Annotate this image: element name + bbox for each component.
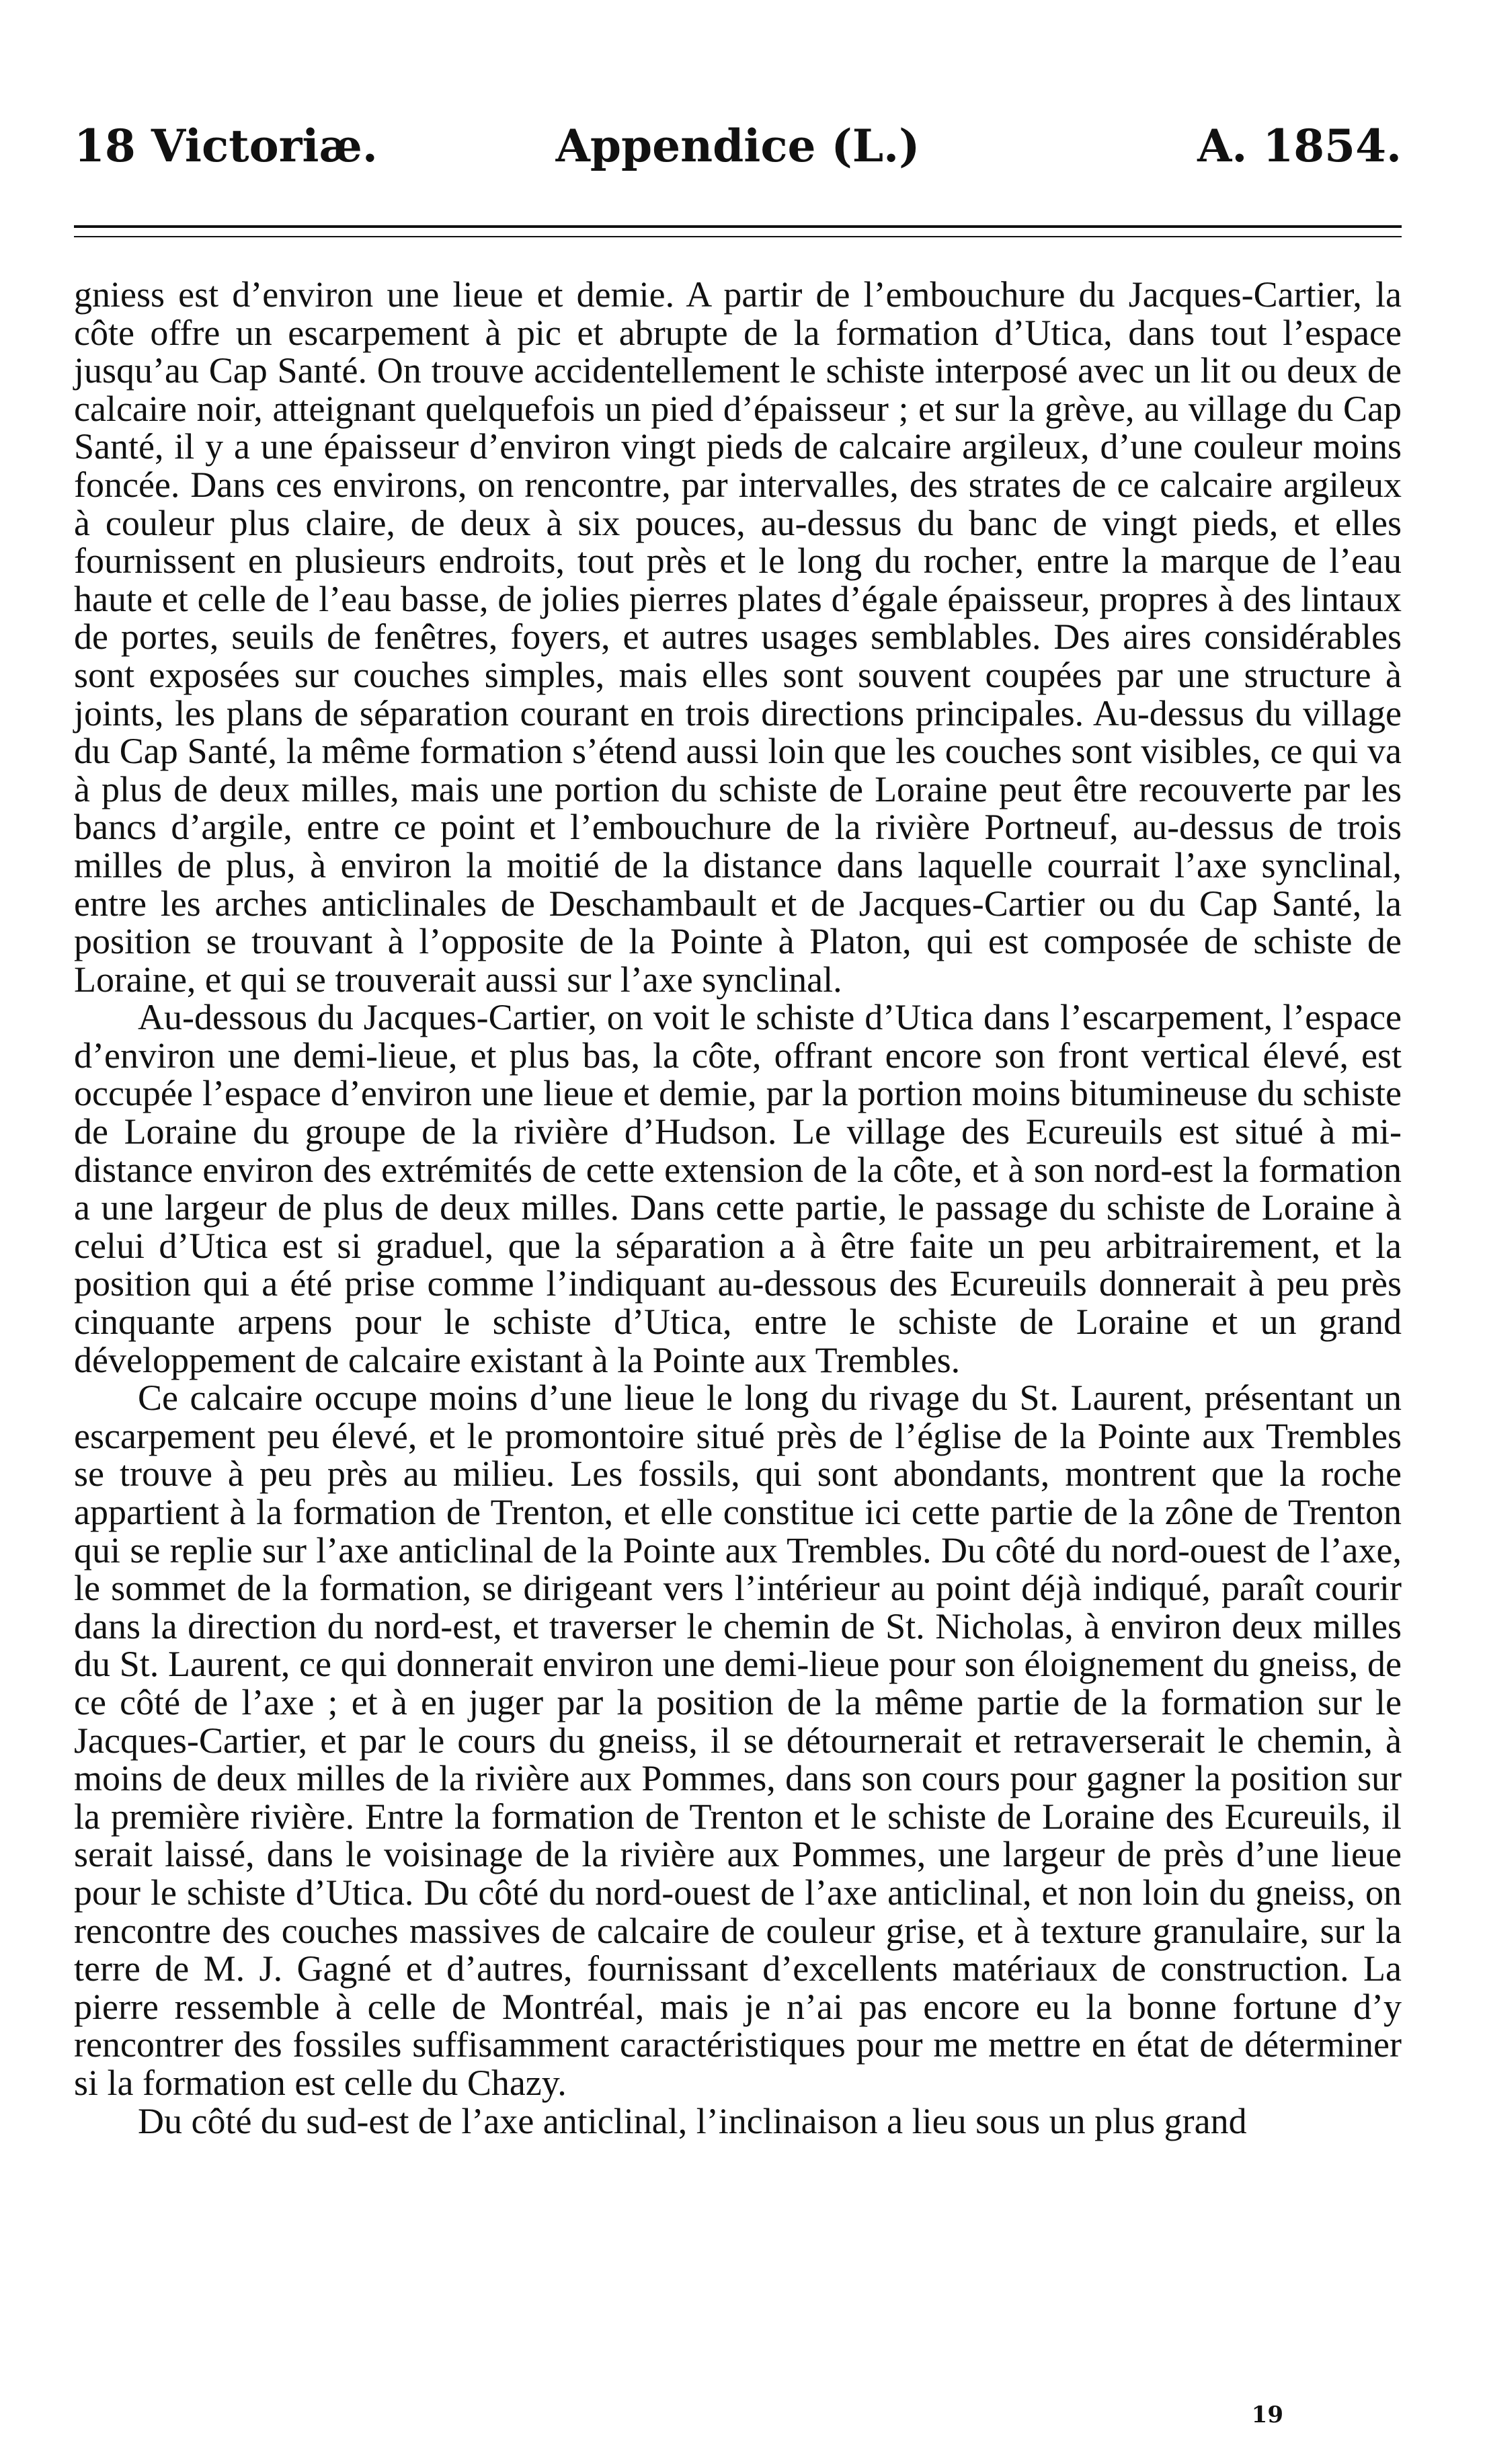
body-text <box>74 276 1402 2140</box>
header-rule-thick <box>74 225 1402 228</box>
header-year: A. 1854. <box>1197 120 1402 172</box>
header-appendix-title: Appendice (L.) <box>555 120 920 172</box>
running-header <box>74 108 1402 182</box>
paragraph-3: Ce calcaire occupe moins d’une lieue le long du rivage du St. Laurent, présentant un escarpement peu élevé, et le promontoire situé près de l’église de la Pointe aux Trembles se trouve à peu près au milieu. Les fossils, qui sont abondants, montrent que la roche appartient à la formation de Trenton, et elle constitue ici cette partie de la zône de Trenton qui se replie sur l’axe anticlinal de la Pointe aux Trembles. Du côté du nord-ouest de l’axe, le sommet de la formation, se dirigeant vers l’intérieur au point déjà indiqué, paraît courir dans la direction du nord-est, et traverser le chemin de St. Nicholas, à environ deux milles du St. Laurent, ce qui donnerait environ une demi-lieue pour son éloignement du gneiss, de ce côté de l’axe ; et à en juger par la position de la même partie de la formation sur le Jacques-Cartier, et par le cours du gneiss, il se détournerait et retraverserait le chemin, à moins de deux milles de la rivière aux Pommes, dans son cours pour gagner la position sur la première rivière. Entre la formation de Trenton et le schiste de Loraine des Ecureuils, il serait laissé, dans le voisinage de la rivière aux Pommes, une largeur de près d’une lieue pour le schiste d’Utica. Du côté du nord-ouest de l’axe anticlinal, et non loin du gneiss, on rencontre des couches massives de calcaire de couleur grise, et à texture granulaire, sur la terre de M. J. Gagné et d’autres, fournissant d’excellents matériaux de construction. La pierre ressemble à celle de Montréal, mais je n’ai pas encore eu la bonne fortune d’y rencontrer des fossiles suffisamment caractéristiques pour me mettre en état de déterminer si la formation est celle du Chazy. <box>74 1378 1402 2103</box>
paragraph-4: Du côté du sud-est de l’axe anticlinal, l’inclinaison a lieu sous un plus grand <box>138 2100 1247 2141</box>
paragraph-1: gniess est d’environ une lieue et demie. A partir de l’embouchure du Jacques-Cartier, la côte offre un escarpement à pic et abrupte de la formation d’Utica, dans tout l’espace jusqu’au Cap Santé. On trouve accidentellement le schiste interposé avec un lit ou deux de calcaire noir, atteignant quelquefois un pied d’épaisseur ; et sur la grève, au village du Cap Santé, il y a une épaisseur d’environ vingt pieds de calcaire argileux, d’une couleur moins foncée. Dans ces environs, on rencontre, par intervalles, des strates de ce calcaire argileux à couleur plus claire, de deux à six pouces, au-dessus du banc de vingt pieds, et elles fournissent en plusieurs endroits, tout près et le long du rocher, entre la marque de l’eau haute et celle de l’eau basse, de jolies pierres plates d’égale épaisseur, propres à des lintaux de portes, seuils de fenêtres, foyers, et autres usages semblables. Des aires considérables sont exposées sur couches simples, mais elles sont souvent coupées par une structure à joints, les plans de séparation courant en trois directions principales. Au-dessus du village du Cap Santé, la même formation s’étend aussi loin que les couches sont visibles, ce qui va à plus de deux milles, mais une portion du schiste de Loraine peut être recouverte par les bancs d’argile, entre ce point et l’embouchure de la rivière Portneuf, au-dessus de trois milles de plus, à environ la moitié de la distance dans laquelle courrait l’axe synclinal, entre les arches anticlinales de Deschambault et de Jacques-Cartier ou du Cap Santé, la position se trouvant à l’opposite de la Pointe à Platon, qui est composée de schiste de Loraine, et qui se trouverait aussi sur l’axe synclinal. <box>74 274 1402 1000</box>
page-number: 19 <box>1251 2401 1283 2428</box>
header-session: 18 Victoriæ. <box>74 120 378 172</box>
paragraph-2: Au-dessous du Jacques-Cartier, on voit le schiste d’Utica dans l’escarpement, l’espace d’environ une demi-lieue, et plus bas, la côte, offrant encore son front vertical élevé, est occupée l’espace d’environ une lieue et demie, par la portion moins bitumineuse du schiste de Loraine du groupe de la rivière d’Hudson. Le village des Ecureuils est situé à mi-distance environ des extrémités de cette extension de la côte, et à son nord-est la formation a une largeur de plus de deux milles. Dans cette partie, le passage du schiste de Loraine à celui d’Utica est si graduel, que la séparation a à être faite un peu arbitrairement, et la position qui a été prise comme l’indiquant au-dessous des Ecureuils donnerait à peu près cinquante arpens pour le schiste d’Utica, entre le schiste de Loraine et un grand développement de calcaire existant à la Pointe aux Trembles. <box>74 997 1402 1380</box>
header-rule-thin <box>74 236 1402 237</box>
